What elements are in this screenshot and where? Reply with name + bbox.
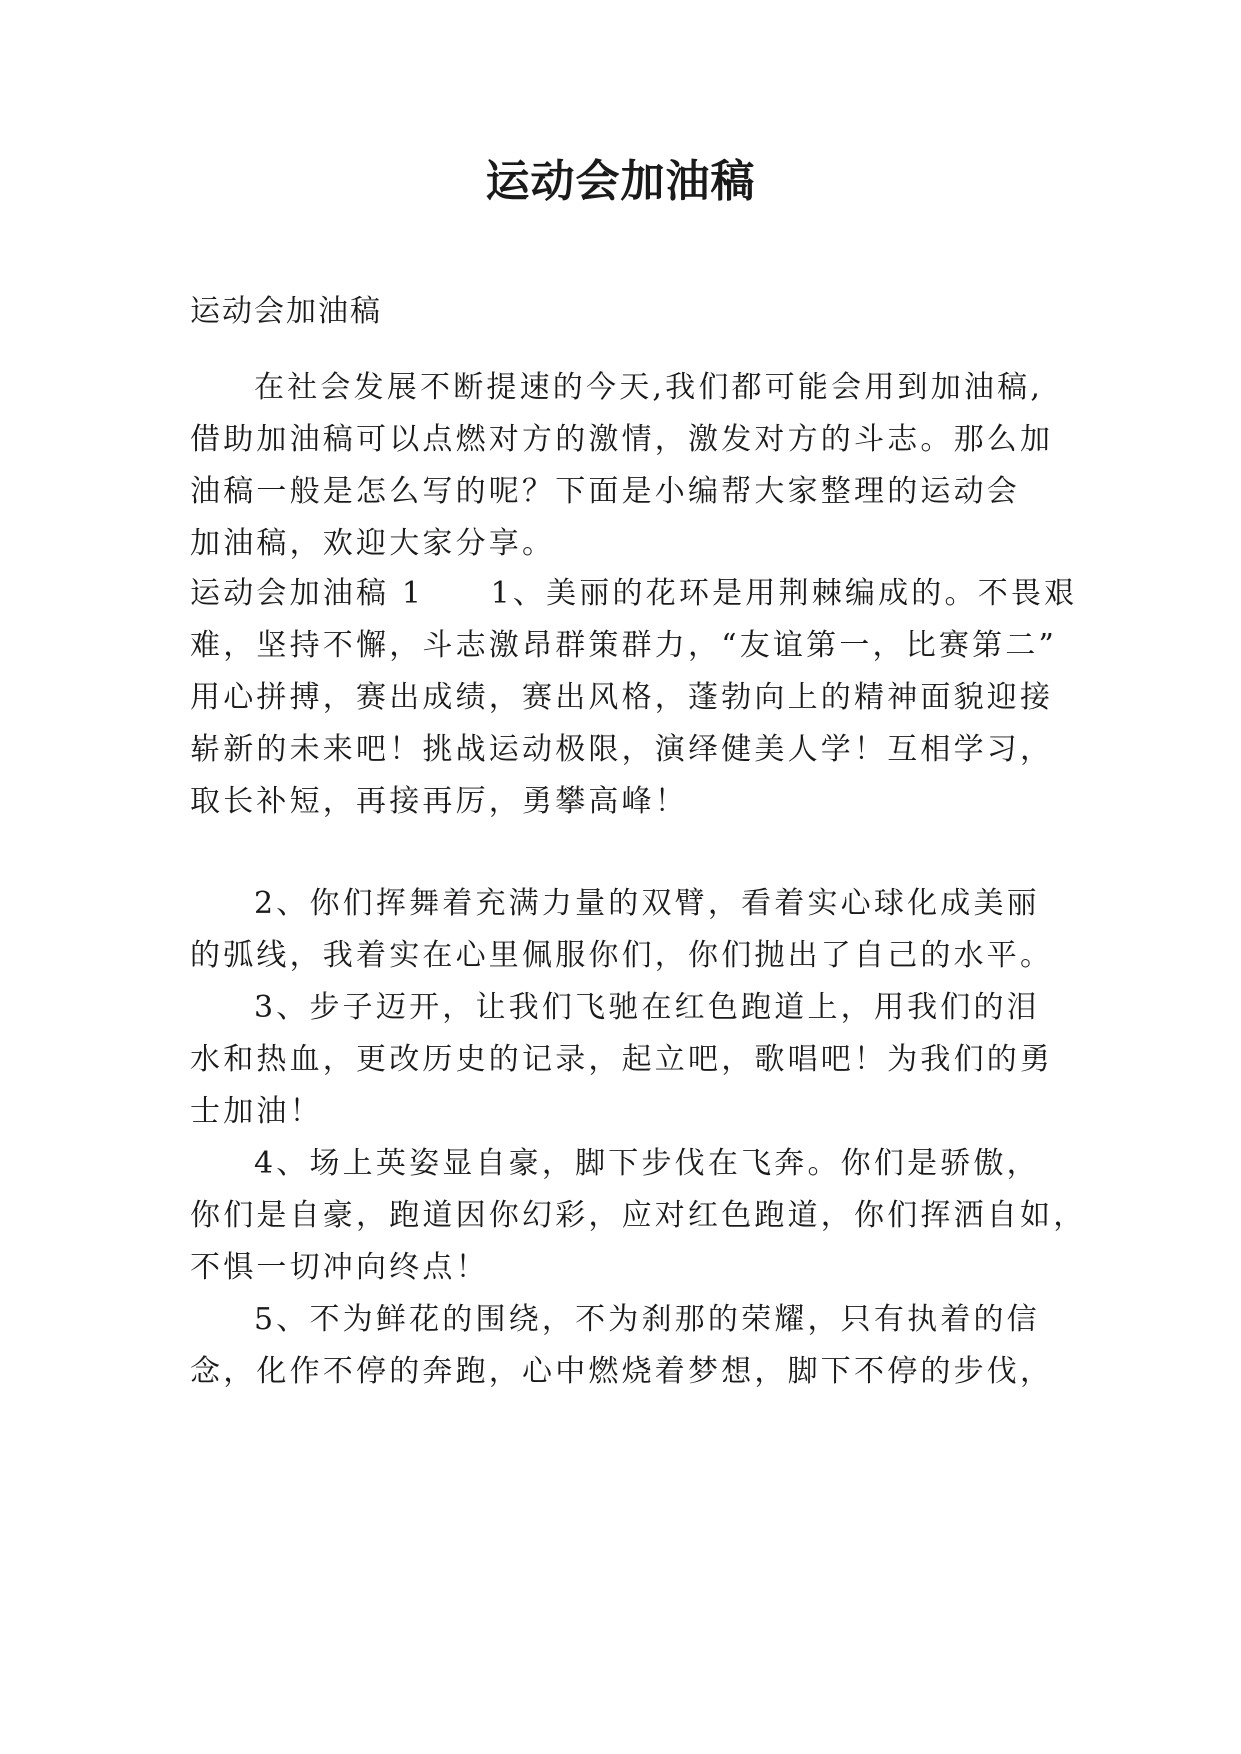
paragraph-line: 难，坚持不懈，斗志激昂群策群力，“友谊第一，比赛第二” xyxy=(190,628,1058,663)
paragraph-line: 2、你们挥舞着充满力量的双臂，看着实心球化成美丽 xyxy=(254,886,1040,921)
paragraph-line: 借助加油稿可以点燃对方的激情，激发对方的斗志。那么加 xyxy=(190,422,1054,457)
paragraph-line: 崭新的未来吧！挑战运动极限，演绎健美人学！互相学习， xyxy=(190,732,1054,767)
paragraph-line: 用心拼搏，赛出成绩，赛出风格，蓬勃向上的精神面貌迎接 xyxy=(190,680,1054,715)
paragraph-line: 运动会加油稿 1 1、美丽的花环是用荆棘编成的。不畏艰 xyxy=(190,576,1078,611)
paragraph-line: 4、场上英姿显自豪，脚下步伐在飞奔。你们是骄傲， xyxy=(254,1146,1040,1181)
paragraph-line: 3、步子迈开，让我们飞驰在红色跑道上，用我们的泪 xyxy=(254,990,1040,1025)
paragraph-line: 不惧一切冲向终点！ xyxy=(190,1250,489,1285)
document-title: 运动会加油稿 xyxy=(485,156,756,207)
paragraph-line: 加油稿，欢迎大家分享。 xyxy=(190,526,556,561)
document-subtitle: 运动会加油稿 xyxy=(190,294,382,329)
paragraph-line: 油稿一般是怎么写的呢？下面是小编帮大家整理的运动会 xyxy=(190,474,1020,509)
paragraph-line: 念，化作不停的奔跑，心中燃烧着梦想，脚下不停的步伐， xyxy=(190,1354,1054,1389)
paragraph-line: 水和热血，更改历史的记录，起立吧，歌唱吧！为我们的勇 xyxy=(190,1042,1054,1077)
paragraph-line: 5、不为鲜花的围绕，不为刹那的荣耀，只有执着的信 xyxy=(254,1302,1040,1337)
paragraph-line: 的弧线，我着实在心里佩服你们，你们抛出了自己的水平。 xyxy=(190,938,1054,973)
paragraph-line: 在社会发展不断提速的今天,我们都可能会用到加油稿, xyxy=(254,370,1044,405)
paragraph-line: 你们是自豪，跑道因你幻彩，应对红色跑道，你们挥洒自如， xyxy=(190,1198,1087,1233)
paragraph-line: 士加油！ xyxy=(190,1094,323,1129)
paragraph-line: 取长补短，再接再厉，勇攀高峰！ xyxy=(190,784,688,819)
